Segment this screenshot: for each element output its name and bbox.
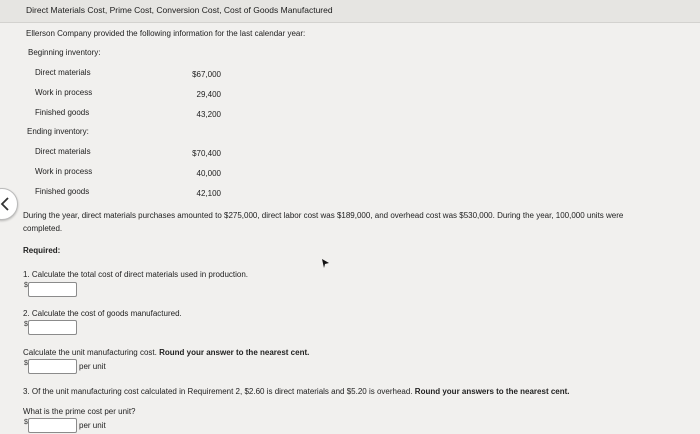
end-wip-label: Work in process — [35, 167, 93, 176]
q1-currency: $ — [24, 282, 28, 289]
q2b-plain-text: Calculate the unit manufacturing cost. — [23, 348, 157, 357]
end-direct-materials-value: $70,400 — [192, 149, 221, 158]
question-2-text: 2. Calculate the cost of goods manufactured. — [23, 309, 182, 318]
begin-finished-goods-value: 43,200 — [196, 110, 221, 119]
narrative-line-1: During the year, direct materials purchases amounted to $275,000, direct labor cost was $189,000, and overhead cost was $530,000. During the year, 100,000 units were — [23, 211, 624, 220]
unit-cost-input[interactable] — [28, 359, 77, 374]
prime-cost-input[interactable] — [28, 418, 77, 433]
q2b-unit-label: per unit — [79, 362, 106, 371]
begin-wip-label: Work in process — [35, 88, 93, 97]
required-heading: Required: — [23, 246, 61, 255]
beginning-inventory-heading: Beginning inventory: — [28, 48, 101, 57]
narrative-line-2: completed. — [23, 224, 63, 233]
q2b-bold-text: Round your answer to the nearest cent. — [159, 348, 310, 357]
ending-inventory-heading: Ending inventory: — [27, 127, 89, 136]
begin-direct-materials-value: $67,000 — [192, 70, 221, 79]
begin-direct-materials-label: Direct materials — [35, 68, 91, 77]
q3-bold-text: Round your answers to the nearest cent. — [414, 387, 570, 396]
begin-finished-goods-label: Finished goods — [35, 108, 90, 117]
page-title: Direct Materials Cost, Prime Cost, Conversion Cost, Cost of Goods Manufactured — [26, 5, 333, 15]
q3a-currency: $ — [24, 419, 28, 426]
q3a-unit-label: per unit — [79, 421, 106, 430]
intro-text: Ellerson Company provided the following information for the last calendar year: — [26, 29, 306, 38]
question-2b-text — [23, 348, 309, 357]
q3-plain-text: 3. Of the unit manufacturing cost calculated in Requirement 2, $2.60 is direct materials and $5.20 is overhead. — [23, 387, 413, 396]
end-direct-materials-label: Direct materials — [35, 147, 91, 156]
end-finished-goods-label: Finished goods — [35, 187, 90, 196]
question-3-text — [23, 387, 570, 396]
question-1-text: 1. Calculate the total cost of direct materials used in production. — [23, 270, 249, 279]
question-3a-text: What is the prime cost per unit? — [23, 407, 136, 416]
q2-currency: $ — [24, 321, 28, 328]
mouse-cursor-icon — [322, 259, 330, 269]
end-wip-value: 40,000 — [196, 169, 221, 178]
header-bar — [0, 0, 700, 23]
end-finished-goods-value: 42,100 — [196, 189, 221, 198]
q2-answer-input[interactable] — [28, 320, 77, 335]
back-button[interactable] — [0, 188, 18, 220]
q2b-currency: $ — [24, 360, 28, 367]
begin-wip-value: 29,400 — [196, 90, 221, 99]
q1-answer-input[interactable] — [28, 282, 77, 297]
chevron-left-icon — [0, 197, 10, 211]
